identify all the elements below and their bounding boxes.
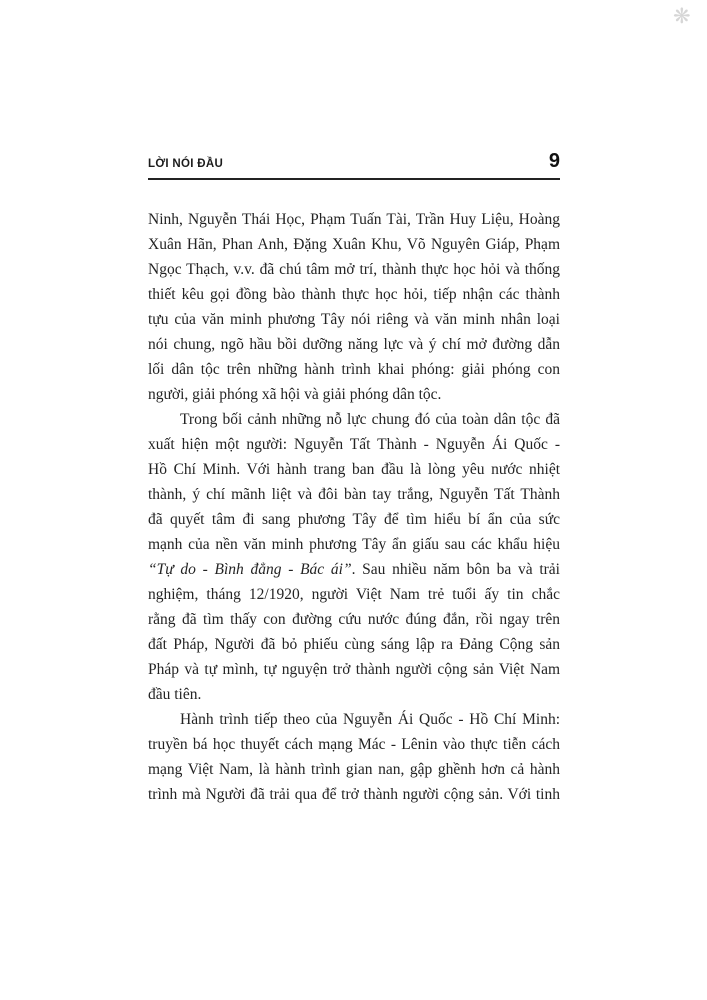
flower-ornament-icon: ❋	[673, 4, 691, 28]
text-line	[148, 707, 560, 732]
text-line	[148, 382, 560, 407]
text-line	[148, 532, 560, 557]
text-line	[148, 732, 560, 757]
text-line	[148, 307, 560, 332]
text-line	[148, 407, 560, 432]
text-segment: . Sau nhiều năm bôn ba và trải	[351, 561, 560, 578]
text-line	[148, 657, 560, 682]
text-line	[148, 207, 560, 232]
text-line	[148, 682, 560, 707]
text-line	[148, 507, 560, 532]
paragraph	[148, 207, 560, 407]
text-segment: nghiệm, tháng 12/1920, người Việt Nam trẻ tuổi ấy tin chắc	[148, 586, 560, 603]
text-segment: xuất hiện một người: Nguyễn Tất Thành - Nguyễn Ái Quốc -	[148, 436, 560, 453]
paragraph	[148, 407, 560, 707]
text-segment: Hành trình tiếp theo của Nguyễn Ái Quốc - Hồ Chí Minh:	[180, 711, 560, 728]
text-segment: trình mà Người đã trải qua để trở thành người cộng sản. Với tinh	[148, 786, 560, 803]
text-line	[148, 557, 560, 582]
text-line	[148, 332, 560, 357]
text-segment: thành, ý chí mãnh liệt và đôi bàn tay trắng, Nguyễn Tất Thành	[148, 486, 560, 503]
text-segment: Ninh, Nguyễn Thái Học, Phạm Tuấn Tài, Trần Huy Liệu, Hoàng	[148, 211, 560, 228]
text-segment: đã quyết tâm đi sang phương Tây để tìm hiểu bí ẩn của sức	[148, 511, 560, 528]
text-segment: tựu của văn minh phương Tây nói riêng và văn minh nhân loại	[148, 311, 560, 328]
text-segment: truyền bá học thuyết cách mạng Mác - Lênin vào thực tiễn cách	[148, 736, 560, 753]
text-line	[148, 632, 560, 657]
text-line	[148, 607, 560, 632]
text-line	[148, 782, 560, 807]
running-header-title: LỜI NÓI ĐẦU	[148, 158, 224, 170]
text-line	[148, 457, 560, 482]
text-segment: người, giải phóng xã hội và giải phóng dân tộc.	[148, 386, 442, 403]
text-segment: lối dân tộc trên những hành trình khai phóng: giải phóng con	[148, 361, 560, 378]
text-segment: đất Pháp, Người đã bỏ phiếu cùng sáng lập ra Đảng Cộng sản	[148, 636, 560, 653]
text-segment: Hồ Chí Minh. Với hành trang ban đầu là lòng yêu nước nhiệt	[148, 461, 560, 478]
text-line	[148, 257, 560, 282]
body-text	[148, 207, 560, 807]
text-segment: Xuân Hãn, Phan Anh, Đặng Xuân Khu, Võ Nguyên Giáp, Phạm	[148, 236, 560, 253]
text-segment: đầu tiên.	[148, 686, 202, 703]
text-segment: Ngọc Thạch, v.v. đã chú tâm mở trí, thành thực học hỏi và thống	[148, 261, 560, 278]
text-segment: thiết kêu gọi đồng bào thành thực học hỏi, tiếp nhận các thành	[148, 286, 560, 303]
running-header	[148, 150, 560, 180]
text-line	[148, 232, 560, 257]
text-line	[148, 757, 560, 782]
text-segment: nói chung, ngõ hầu bồi dưỡng năng lực và ý chí mở đường dẫn	[148, 336, 560, 353]
text-segment: Trong bối cảnh những nỗ lực chung đó của toàn dân tộc đã	[180, 411, 560, 428]
text-segment: Pháp và tự mình, tự nguyện trở thành người cộng sản Việt Nam	[148, 661, 560, 678]
text-segment: mạng Việt Nam, là hành trình gian nan, gập ghềnh hơn cả hành	[148, 761, 560, 778]
page-content	[148, 150, 560, 807]
italic-quote: “Tự do - Bình đẳng - Bác ái”	[148, 561, 352, 578]
page-number: 9	[548, 150, 560, 172]
text-line	[148, 357, 560, 382]
text-line	[148, 432, 560, 457]
text-line	[148, 482, 560, 507]
text-segment: mạnh của nền văn minh phương Tây ẩn giấu sau các khẩu hiệu	[148, 536, 560, 553]
text-segment: rằng đã tìm thấy con đường cứu nước đúng đắn, rồi ngay trên	[148, 611, 560, 628]
paragraph	[148, 707, 560, 807]
text-line	[148, 282, 560, 307]
text-line	[148, 582, 560, 607]
